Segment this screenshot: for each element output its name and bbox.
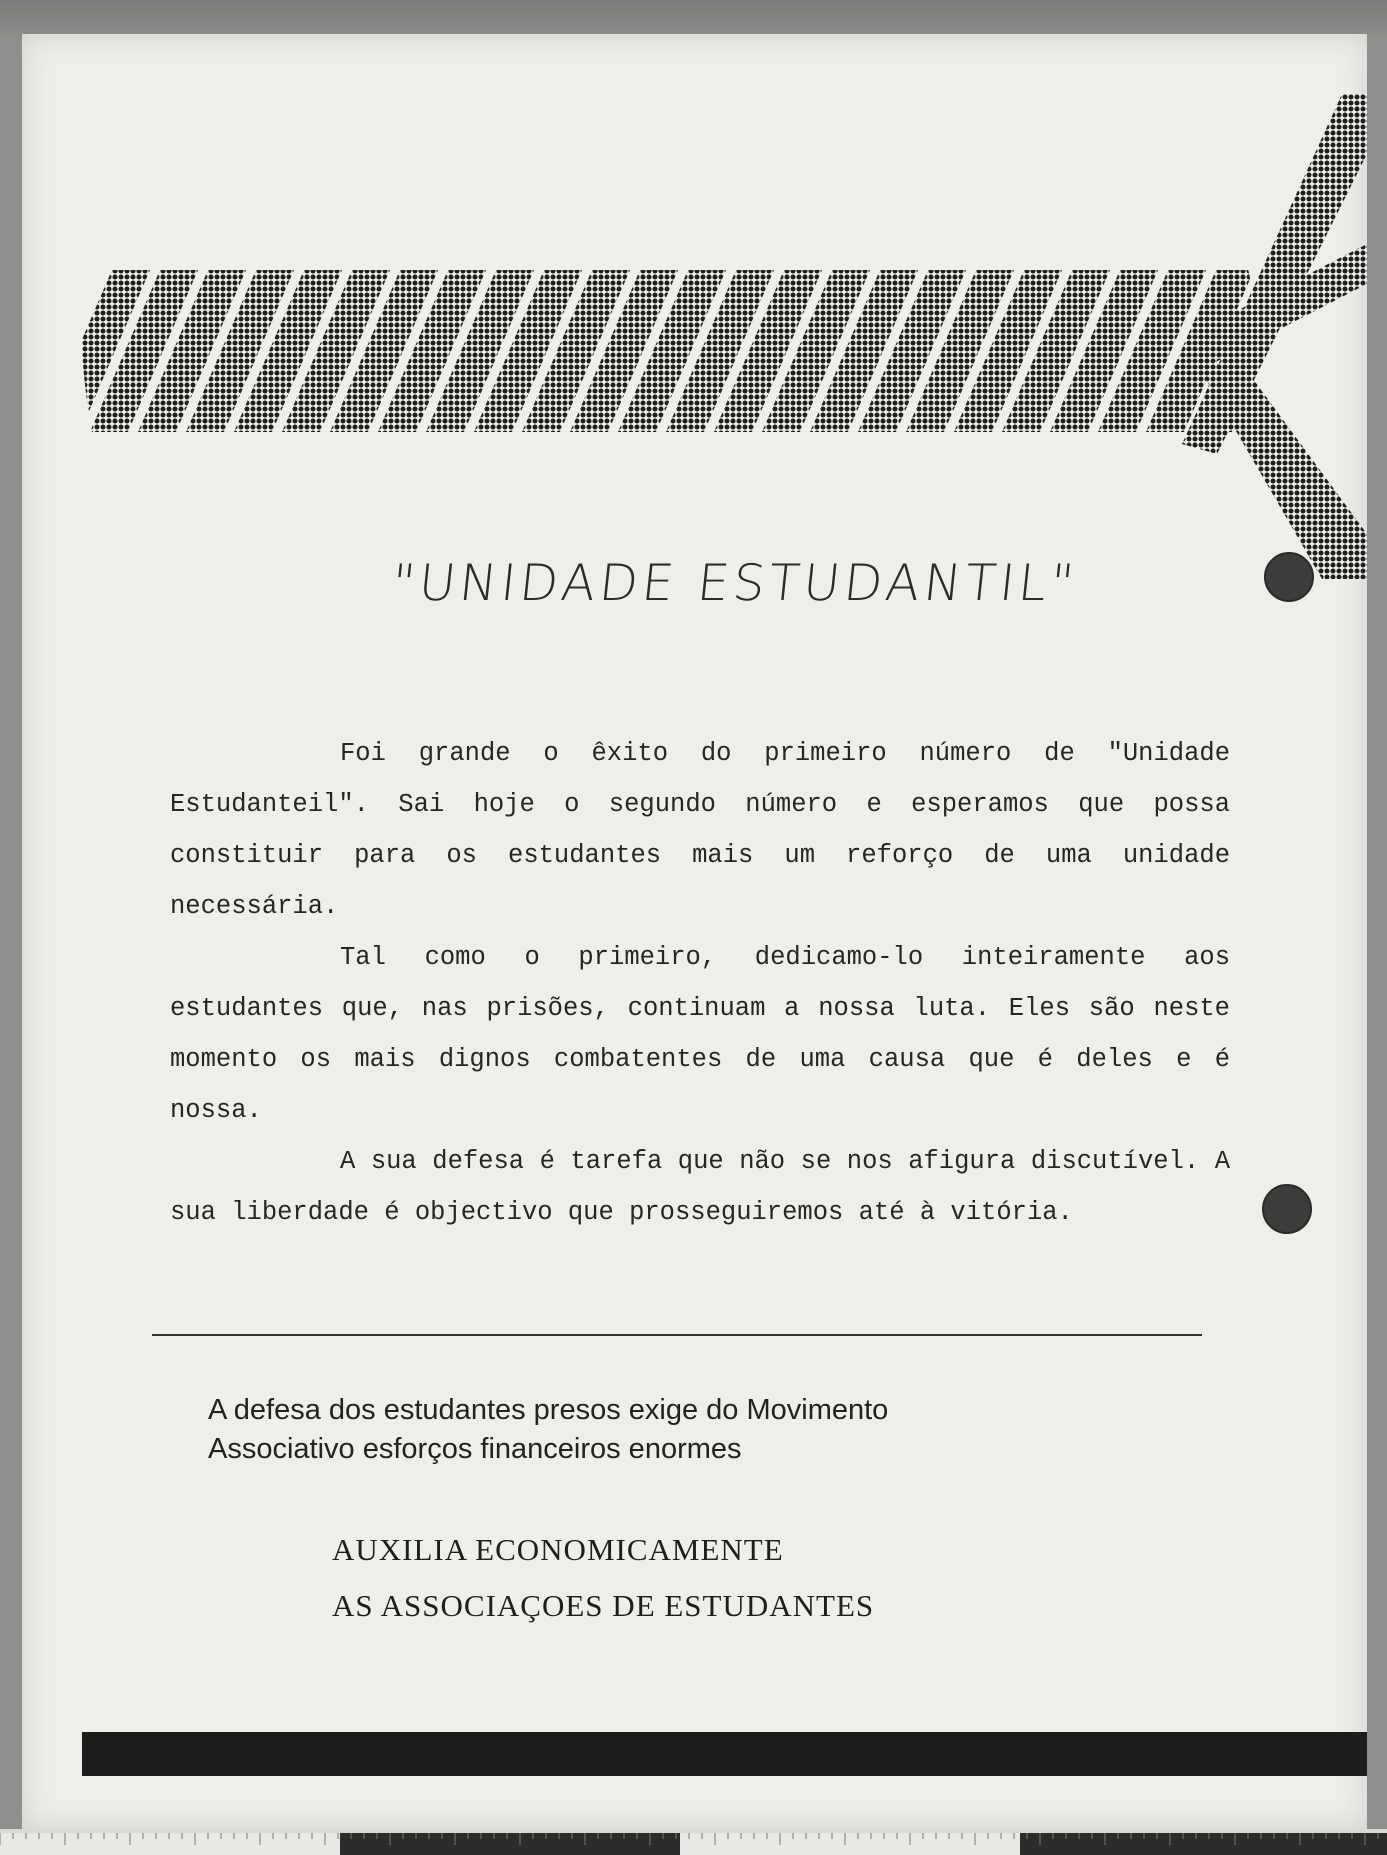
bottom-bar (82, 1732, 1367, 1776)
body-text (170, 728, 1230, 1238)
paragraph-2: Tal como o primeiro, dedicamo-lo inteiramente aos estudantes que, nas prisões, continuam a nossa luta. Eles são neste momento os mais dignos combatentes de uma causa que é deles e é nossa. (170, 943, 1230, 1125)
callout-text (332, 1522, 1232, 1634)
document-title: "UNIDADE ESTUDANTIL" (388, 554, 1081, 612)
document-page (22, 34, 1367, 1829)
appeal-line-2: Associativo esforços financeiros enormes (208, 1433, 742, 1465)
paragraph-1: Foi grande o êxito do primeiro número de "Unidade Estudanteil". Sai hoje o segundo número e esperamos que possa constituir para os estudantes mais um reforço de uma unidade necessária. (170, 739, 1230, 921)
separator-line (152, 1334, 1202, 1336)
paragraph-3: A sua defesa é tarefa que não se nos afigura discutível. A sua liberdade é objectivo que prosseguiremos até à vitória. (170, 1147, 1230, 1227)
callout-line-1: AUXILIA ECONOMICAMENTE (332, 1532, 784, 1567)
punch-hole-bottom (1262, 1184, 1312, 1234)
appeal-line-1: A defesa dos estudantes presos exige do Movimento (208, 1394, 889, 1426)
scale-ruler (0, 1829, 1387, 1855)
callout-line-2: AS ASSOCIAÇOES DE ESTUDANTES (332, 1588, 875, 1623)
punch-hole-top (1264, 552, 1314, 602)
appeal-text (208, 1391, 1208, 1469)
rope-illustration (22, 34, 1367, 594)
